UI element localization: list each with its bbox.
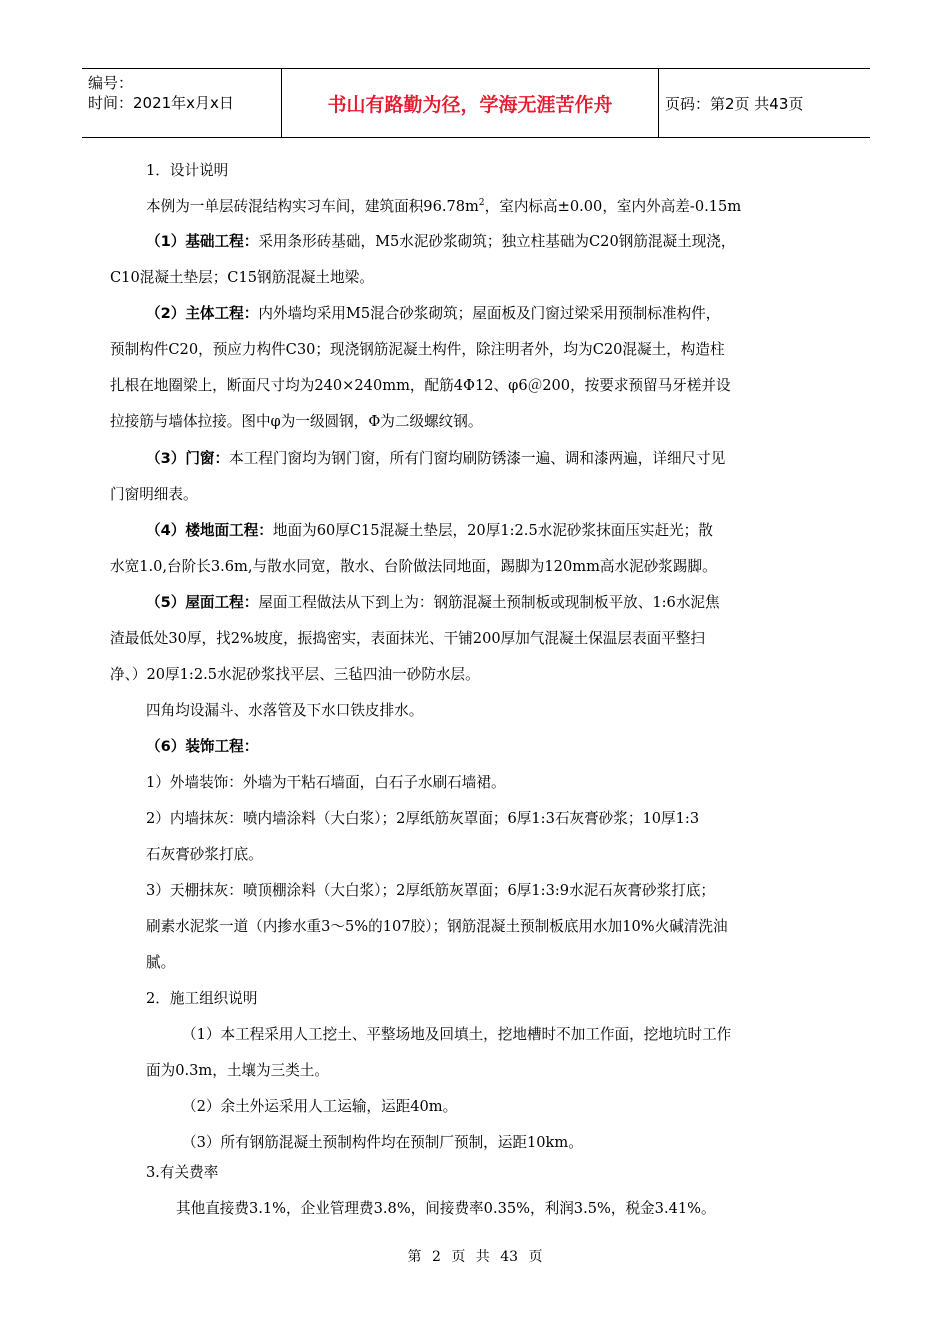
footer-text: 页 <box>451 1249 466 1265</box>
paragraph-line: 净、）20厚1:2.5水泥砂浆找平层、三毡四油一砂防水层。 <box>110 666 480 683</box>
paragraph-line: （3）所有钢筋混凝土预制构件均在预制厂预制，运距10km。 <box>182 1134 583 1151</box>
foundation-label: （1）基础工程： <box>146 233 259 250</box>
floor-label: （4）楼地面工程： <box>146 522 273 539</box>
paragraph-line: 四角均设漏斗、水落管及下水口铁皮排水。 <box>146 702 424 719</box>
paragraph-line: 腻。 <box>146 954 176 971</box>
paragraph-line: 2）内墙抹灰：喷内墙涂料（大白浆）；2厚纸筋灰罩面；6厚1:3石灰膏砂浆；10厚1:3 <box>146 810 700 827</box>
paragraph-line: 3）天棚抹灰：喷顶棚涂料（大白浆）；2厚纸筋灰罩面；6厚1:3:9水泥石灰膏砂浆打底； <box>146 882 716 899</box>
foundation-paragraph: （1）基础工程：采用条形砖基础，M5水泥砂浆砌筑；独立柱基础为C20钢筋混凝土现浇， <box>146 233 736 250</box>
structure-label: （2）主体工程： <box>146 305 259 322</box>
structure-paragraph: （2）主体工程：内外墙均采用M5混合砂浆砌筑；屋面板及门窗过梁采用预制标准构件， <box>146 305 721 322</box>
header-page: 页码：第2页 共43页 <box>665 94 804 113</box>
doors-label: （3）门窗： <box>146 450 230 467</box>
paragraph-line: 水宽1.0,台阶长3.6m,与散水同宽，散水、台阶做法同地面，踢脚为120mm高水泥砂浆踢脚。 <box>110 558 717 575</box>
paragraph-line: 石灰膏砂浆打底。 <box>146 846 263 863</box>
paragraph-line: 预制构件C20，预应力构件C30；现浇钢筋泥凝土构件，除注明者外，均为C20混凝土，构造柱 <box>110 341 725 358</box>
paragraph-line: 面为0.3m，土壤为三类土。 <box>146 1062 329 1079</box>
roof-label: （5）屋面工程： <box>146 594 259 611</box>
footer-page-number: 2 <box>431 1249 441 1265</box>
header-time: 时间：2021年x月x日 <box>88 94 234 112</box>
section-1-intro: 本例为一单层砖混结构实习车间，建筑面积$96.78m^2$，室内标高±0.00，室内外高差-0.15m <box>146 198 742 215</box>
section-2-title: 2．施工组织说明 <box>146 990 258 1007</box>
footer-text: 第 <box>407 1249 422 1265</box>
paragraph-line: 1）外墙装饰：外墙为干粘石墙面，白石子水刷石墙裙。 <box>146 774 506 791</box>
page-footer <box>0 1246 950 1266</box>
header-meta <box>82 69 282 137</box>
roof-paragraph: （5）屋面工程：屋面工程做法从下到上为：钢筋混凝土预制板或现制板平放、1:6水泥焦 <box>146 594 720 611</box>
decoration-label: （6）装饰工程： <box>146 738 259 755</box>
paragraph-line: 拉接筋与墙体拉接。图中φ为一级圆钢，Φ为二级螺纹钢。 <box>110 413 483 430</box>
doors-paragraph: （3）门窗：本工程门窗均为钢门窗，所有门窗均刷防锈漆一遍、调和漆两遍，详细尺寸见 <box>146 450 726 467</box>
paragraph-line: （1）本工程采用人工挖土、平整场地及回填土，挖地槽时不加工作面，挖地坑时工作 <box>182 1026 732 1043</box>
floor-paragraph: （4）楼地面工程：地面为60厚C15混凝土垫层，20厚1:2.5水泥砂浆抹面压实赶光；散 <box>146 522 713 539</box>
paragraph-line: 渣最低处30厚，找2%坡度，振捣密实，表面抹光、干铺200厚加气混凝土保温层表面平整扫 <box>110 630 705 647</box>
footer-total-pages: 43 <box>500 1249 519 1265</box>
section-1-title: 1．设计说明 <box>146 162 229 179</box>
paragraph-line: 扎根在地圈梁上，断面尺寸均为240×240mm，配筋4Φ12、φ6＠200，按要求预留马牙槎并设 <box>110 377 731 394</box>
paragraph-line: C10混凝土垫层；C15钢筋混凝土地梁。 <box>110 269 374 286</box>
paragraph-line: 其他直接费3.1%，企业管理费3.8%，间接费率0.35%，利润3.5%，税金3.41%。 <box>176 1200 716 1217</box>
paragraph-line: 门窗明细表。 <box>110 486 198 503</box>
section-3-title: 3.有关费率 <box>146 1164 219 1181</box>
paragraph-line: 刷素水泥浆一道（内掺水重3～5%的107胶）；钢筋混凝土预制板底用水加10%火碱清洗油 <box>146 918 728 935</box>
header-number: 编号： <box>88 74 134 92</box>
footer-text: 页 <box>528 1249 543 1265</box>
header-slogan: 书山有路勤为径，学海无涯苦作舟 <box>282 69 659 137</box>
footer-text: 共 <box>475 1249 490 1265</box>
page-header <box>82 68 870 138</box>
paragraph-line: （2）余土外运采用人工运输，运距40m。 <box>182 1098 458 1115</box>
